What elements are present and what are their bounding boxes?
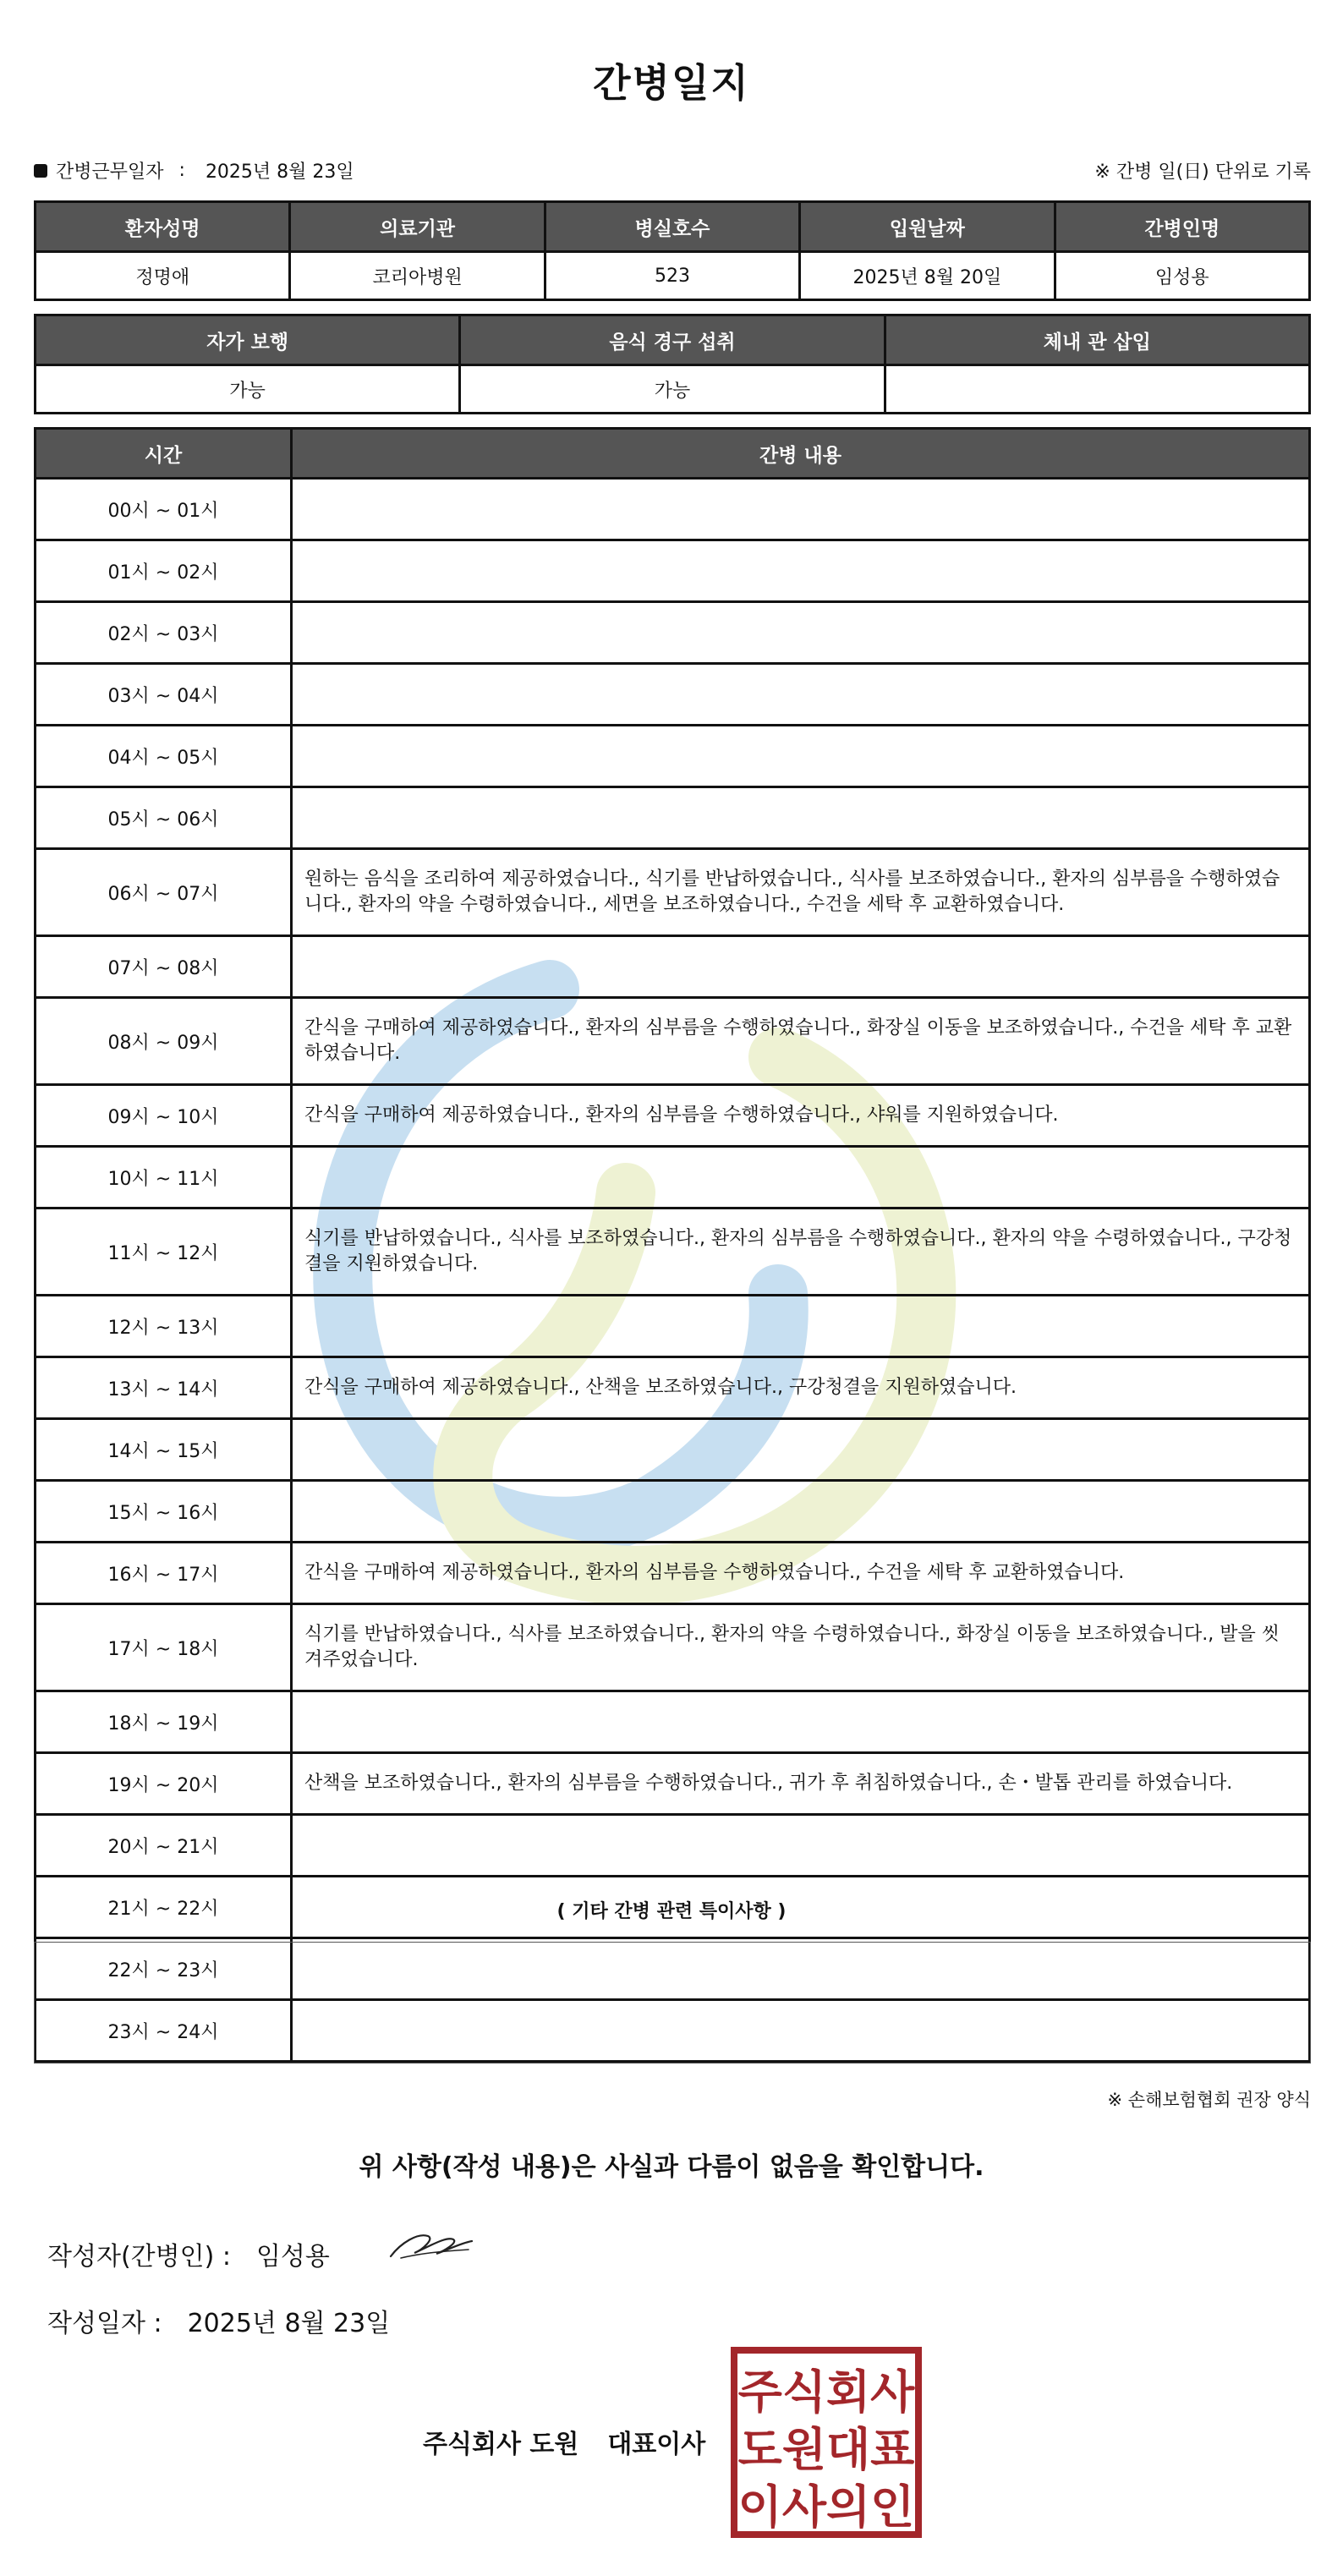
- time-cell: 04시 ~ 05시: [36, 726, 292, 787]
- table-row: [36, 1209, 1310, 1296]
- patient-info-header-row: [36, 202, 1310, 252]
- time-cell: 00시 ~ 01시: [36, 479, 292, 540]
- work-date-value: 2025년 8월 23일: [205, 162, 354, 183]
- content-cell: 식기를 반납하였습니다., 식사를 보조하였습니다., 환자의 심부름을 수행하였습니다., 환자의 약을 수령하였습니다., 구강청결을 지원하였습니다.: [292, 1209, 1310, 1296]
- write-date-value: 2025년 8월 23일: [187, 2309, 391, 2338]
- work-date-colon: :: [178, 160, 185, 181]
- notes-title: ( 기타 간병 관련 특이사항 ): [556, 1901, 787, 1922]
- header-room-number: 병실호수: [545, 202, 799, 252]
- table-row: [36, 1815, 1310, 1877]
- table-row: [36, 787, 1310, 849]
- content-cell: [292, 1691, 1310, 1753]
- time-cell: 16시 ~ 17시: [36, 1543, 292, 1604]
- content-cell: [292, 540, 1310, 602]
- patient-status-header-row: [36, 315, 1310, 365]
- content-cell: 산책을 보조하였습니다., 환자의 심부름을 수행하였습니다., 귀가 후 취침하였습니다., 손・발톱 관리를 하였습니다.: [292, 1753, 1310, 1815]
- time-cell: 20시 ~ 21시: [36, 1815, 292, 1877]
- header-hospital: 의료기관: [290, 202, 545, 252]
- time-cell: 15시 ~ 16시: [36, 1481, 292, 1543]
- content-cell: [292, 602, 1310, 664]
- content-cell: [292, 1815, 1310, 1877]
- write-date-label: 작성일자 :: [47, 2309, 162, 2338]
- time-cell: 02시 ~ 03시: [36, 602, 292, 664]
- table-row: [36, 664, 1310, 726]
- company-name: 주식회사 도원: [423, 2430, 579, 2459]
- time-cell: 08시 ~ 09시: [36, 998, 292, 1085]
- time-cell: 07시 ~ 08시: [36, 936, 292, 998]
- page-title: 간병일지: [593, 60, 750, 106]
- content-cell: [292, 1419, 1310, 1481]
- content-cell: 간식을 구매하여 제공하였습니다., 환자의 심부름을 수행하였습니다., 화장실 이동을 보조하였습니다., 수건을 세탁 후 교환하였습니다.: [292, 998, 1310, 1085]
- company-rep: 대표이사: [607, 2430, 706, 2459]
- header-tube-insertion: 체내 관 삽입: [885, 315, 1309, 365]
- content-cell: 간식을 구매하여 제공하였습니다., 산책을 보조하였습니다., 구강청결을 지원하였습니다.: [292, 1357, 1310, 1419]
- time-cell: 05시 ~ 06시: [36, 787, 292, 849]
- caregiver-name-value: 임성용: [1055, 252, 1309, 300]
- time-cell: 18시 ~ 19시: [36, 1691, 292, 1753]
- header-oral-intake: 음식 경구 섭취: [460, 315, 885, 365]
- bullet-icon: [34, 164, 47, 178]
- room-number-value: 523: [545, 252, 799, 300]
- patient-status-table: [34, 314, 1311, 414]
- table-row: [36, 726, 1310, 787]
- time-cell: 14시 ~ 15시: [36, 1419, 292, 1481]
- table-row: [36, 602, 1310, 664]
- daily-record-note: ※ 간병 일(日) 단위로 기록: [1094, 162, 1311, 183]
- table-row: [36, 479, 1310, 540]
- table-row: [36, 1085, 1310, 1147]
- header-admission-date: 입원날짜: [800, 202, 1055, 252]
- header-self-walking: 자가 보행: [36, 315, 460, 365]
- time-cell: 01시 ~ 02시: [36, 540, 292, 602]
- notes-box: [34, 1942, 1311, 2064]
- header-patient-name: 환자성명: [36, 202, 290, 252]
- signature-icon: [384, 2224, 477, 2266]
- recommended-form-note: ※ 손해보험협회 권장 양식: [1107, 2090, 1311, 2110]
- header-care-content: 간병 내용: [292, 429, 1310, 479]
- content-cell: [292, 726, 1310, 787]
- writer-label: 작성자(간병인) :: [47, 2242, 231, 2272]
- seal-line-3: 이사의인: [737, 2480, 915, 2534]
- confirmation-statement: 위 사항(작성 내용)은 사실과 다름이 없음을 확인합니다.: [359, 2152, 984, 2182]
- table-row: [36, 1753, 1310, 1815]
- content-cell: [292, 1296, 1310, 1357]
- tube-insertion-value: [885, 365, 1309, 414]
- hospital-value: 코리아병원: [290, 252, 545, 300]
- work-date-group: [34, 157, 354, 184]
- table-row: [36, 1419, 1310, 1481]
- table-row: [36, 998, 1310, 1085]
- seal-line-1: 주식회사: [737, 2365, 915, 2419]
- content-cell: 식기를 반납하였습니다., 식사를 보조하였습니다., 환자의 약을 수령하였습니다., 화장실 이동을 보조하였습니다., 발을 씻겨주었습니다.: [292, 1604, 1310, 1691]
- patient-info-value-row: [36, 252, 1310, 300]
- hourly-care-table: [34, 427, 1311, 2063]
- company-line: [423, 2423, 705, 2460]
- table-row: [36, 1481, 1310, 1543]
- table-row: [36, 1604, 1310, 1691]
- writer-name: 임성용: [255, 2242, 330, 2272]
- self-walking-value: 가능: [36, 365, 460, 414]
- content-cell: 원하는 음식을 조리하여 제공하였습니다., 식기를 반납하였습니다., 식사를 보조하였습니다., 환자의 심부름을 수행하였습니다., 환자의 약을 수령하였습니다., 세면을 보조하였습니다., 수건을 세탁 후 교환하였습니다.: [292, 849, 1310, 936]
- patient-status-value-row: [36, 365, 1310, 414]
- time-cell: 03시 ~ 04시: [36, 664, 292, 726]
- patient-info-table: [34, 200, 1311, 301]
- table-row: [36, 936, 1310, 998]
- oral-intake-value: 가능: [460, 365, 885, 414]
- content-cell: [292, 479, 1310, 540]
- header-caregiver-name: 간병인명: [1055, 202, 1309, 252]
- time-cell: 22시 ~ 23시: [36, 1938, 292, 2000]
- time-cell: 13시 ~ 14시: [36, 1357, 292, 1419]
- table-row: [36, 849, 1310, 936]
- table-row: [36, 540, 1310, 602]
- time-cell: 21시 ~ 22시: [36, 1877, 292, 1938]
- admission-date-value: 2025년 8월 20일: [800, 252, 1055, 300]
- table-row: [36, 1691, 1310, 1753]
- hourly-care-header-row: [36, 429, 1310, 479]
- time-cell: 11시 ~ 12시: [36, 1209, 292, 1296]
- time-cell: 19시 ~ 20시: [36, 1753, 292, 1815]
- work-date-label: 간병근무일자: [56, 162, 164, 183]
- content-cell: [292, 936, 1310, 998]
- header-time: 시간: [36, 429, 292, 479]
- content-cell: [292, 787, 1310, 849]
- content-cell: [292, 1481, 1310, 1543]
- seal-line-2: 도원대표: [737, 2423, 915, 2476]
- writer-line: [47, 2235, 330, 2272]
- content-cell: [292, 1147, 1310, 1209]
- table-row: [36, 1357, 1310, 1419]
- info-line: [34, 157, 1311, 191]
- write-date-line: [47, 2302, 390, 2339]
- time-cell: 12시 ~ 13시: [36, 1296, 292, 1357]
- content-cell: 간식을 구매하여 제공하였습니다., 환자의 심부름을 수행하였습니다., 수건을 세탁 후 교환하였습니다.: [292, 1543, 1310, 1604]
- time-cell: 10시 ~ 11시: [36, 1147, 292, 1209]
- time-cell: 23시 ~ 24시: [36, 2000, 292, 2062]
- content-cell: 간식을 구매하여 제공하였습니다., 환자의 심부름을 수행하였습니다., 샤워를 지원하였습니다.: [292, 1085, 1310, 1147]
- time-cell: 09시 ~ 10시: [36, 1085, 292, 1147]
- content-cell: [292, 664, 1310, 726]
- patient-name-value: 정명애: [36, 252, 290, 300]
- time-cell: 17시 ~ 18시: [36, 1604, 292, 1691]
- table-row: [36, 1147, 1310, 1209]
- company-seal-icon: [731, 2347, 922, 2538]
- table-row: [36, 1543, 1310, 1604]
- table-row: [36, 1296, 1310, 1357]
- time-cell: 06시 ~ 07시: [36, 849, 292, 936]
